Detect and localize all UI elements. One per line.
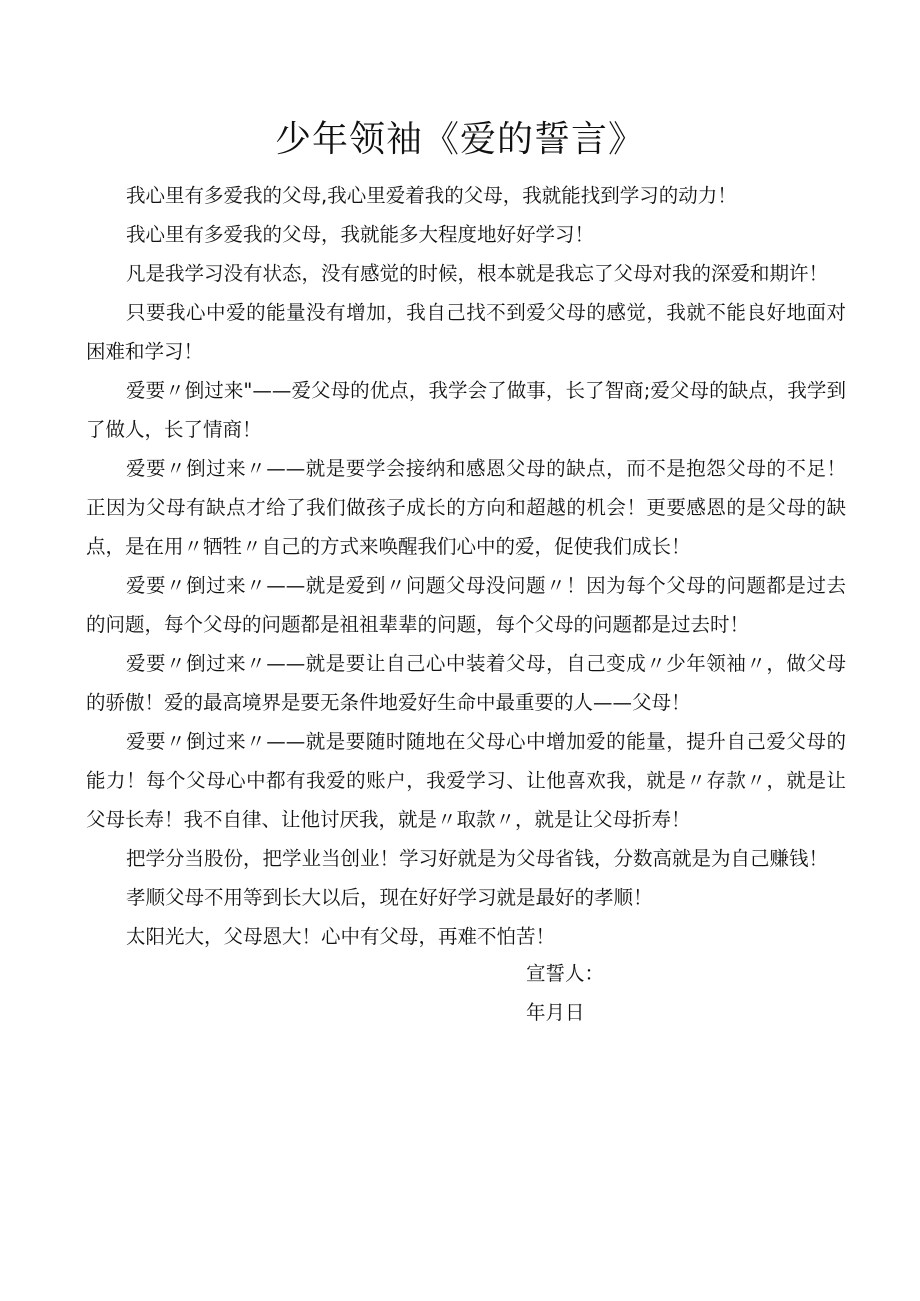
paragraph: 爱要〃倒过来〃——就是爱到〃问题父母没问题〃！因为每个父母的问题都是过去的问题，每个父母的问题都是祖祖辈辈的问题，每个父母的问题都是过去时！ [86, 574, 846, 636]
paragraph: 爱要〃倒过来〃——就是要让自己心中装着父母，自己变成〃少年领袖〃，做父母的骄傲！爱的最高境界是要无条件地爱好生命中最重要的人——父母！ [86, 652, 846, 714]
paragraph: 孝顺父母不用等到长大以后，现在好好学习就是最好的孝顺！ [126, 886, 653, 909]
signature-block [526, 954, 826, 1032]
paragraph: 只要我心中爱的能量没有增加，我自己找不到爱父母的感觉，我就不能良好地面对困难和学习！ [86, 301, 846, 363]
paragraph: 爱要〃倒过来〃——就是要学会接纳和感恩父母的缺点，而不是抱怨父母的不足！正因为父母有缺点才给了我们做孩子成长的方向和超越的机会！更要感恩的是父母的缺点，是在用〃牺牲〃自己的方式来唤醒我们心中的爱，促使我们成长！ [86, 457, 846, 558]
paragraph: 我心里有多爱我的父母，我就能多大程度地好好学习！ [126, 223, 595, 246]
paragraph: 太阳光大，父母恩大！心中有父母，再难不怕苦！ [126, 925, 556, 948]
paragraph: 爱要〃倒过来〃——就是要随时随地在父母心中增加爱的能量，提升自己爱父母的能力！每个父母心中都有我爱的账户，我爱学习、让他喜欢我，就是〃存款〃，就是让父母长寿！我不自律、让他讨厌我，就是〃取款〃，就是让父母折寿！ [86, 730, 846, 831]
document-body [86, 176, 846, 956]
paragraph: 我心里有多爱我的父母,我心里爱着我的父母，我就能找到学习的动力！ [126, 184, 737, 207]
paragraph: 爱要〃倒过来"——爱父母的优点，我学会了做事，长了智商;爱父母的缺点，我学到了做人，长了情商！ [86, 379, 846, 441]
paragraph: 凡是我学习没有状态，没有感觉的时候，根本就是我忘了父母对我的深爱和期许！ [126, 262, 829, 285]
paragraph: 把学分当股份，把学业当创业！学习好就是为父母省钱，分数高就是为自己赚钱！ [126, 847, 829, 870]
pledger-label: 宣誓人： [526, 962, 605, 985]
date-label: 年月日 [526, 1001, 585, 1024]
document-title: 少年领袖《爱的誓言》 [274, 119, 645, 160]
